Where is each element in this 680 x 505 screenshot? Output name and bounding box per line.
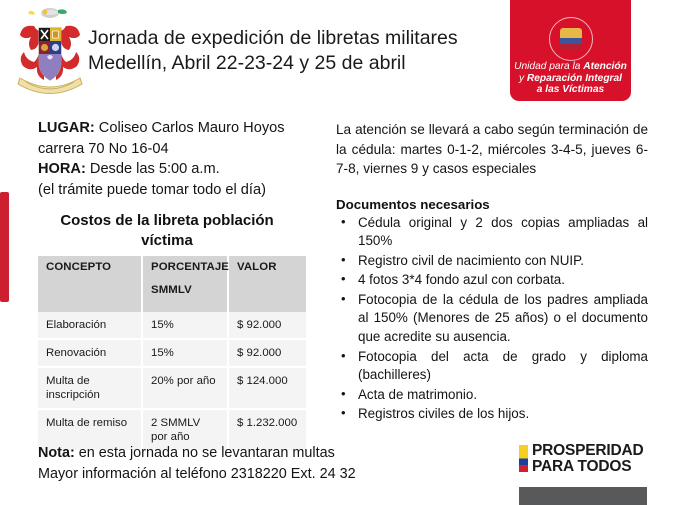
colombia-coat-of-arms-icon — [14, 4, 86, 104]
hora-note: (el trámite puede tomar todo el día) — [38, 181, 266, 198]
costs-table — [38, 256, 306, 450]
title-line-1: Jornada de expedición de libretas militares — [88, 27, 458, 49]
hora-label: HORA: — [38, 161, 86, 177]
documents-heading: Documentos necesarios — [336, 196, 490, 212]
page-header — [0, 0, 680, 108]
prosperidad-logo-text — [532, 443, 643, 475]
cell-valor: $ 92.000 — [228, 339, 306, 367]
table-header-porcentaje — [142, 256, 228, 312]
address-line: carrera 70 No 16-04 — [38, 140, 169, 157]
hora-line — [38, 159, 323, 180]
uariv-line2-bold: Reparación Integral — [526, 72, 623, 84]
attention-paragraph: La atención se llevará a cabo según terminación de la cédula: martes 0-1-2, miércoles 3-4-5, jueves 6-7-8, viernes 9 y casos especiales — [336, 122, 648, 176]
list-item: • Registro civil de nacimiento con NUIP. — [336, 252, 648, 271]
table-row — [38, 312, 306, 339]
cell-concepto: Multa de inscripción — [38, 367, 142, 409]
footer-grey-bar — [519, 487, 647, 505]
list-item: • 4 fotos 3*4 fondo azul con corbata. — [336, 271, 648, 290]
uariv-line3-bold: a las Víctimas — [536, 84, 605, 96]
cell-valor: $ 124.000 — [228, 367, 306, 409]
cell-concepto: Multa de remiso — [38, 409, 142, 450]
list-item: • Acta de matrimonio. — [336, 386, 648, 405]
table-header-valor: VALOR — [228, 256, 306, 312]
colombia-flag-bar-icon — [519, 445, 528, 472]
list-item: • Cédula original y 2 dos copias ampliadas al 150% — [336, 214, 648, 251]
list-item: • Registros civiles de los hijos. — [336, 405, 648, 424]
left-column — [38, 118, 323, 450]
cell-valor: $ 92.000 — [228, 312, 306, 339]
footer-note — [38, 443, 468, 485]
documents-list — [336, 214, 648, 425]
porcentaje-text: PORCENTAJE — [151, 261, 230, 273]
table-header-concepto: CONCEPTO — [38, 256, 142, 312]
colombia-republic-seal-icon — [549, 17, 593, 61]
uariv-line1-plain: Unidad para la — [514, 61, 584, 72]
note-value: en esta jornada no se levantaran multas — [74, 445, 335, 461]
cell-porcentaje: 15% — [142, 312, 228, 339]
hora-value: Desde las 5:00 a.m. — [85, 161, 220, 177]
porcentaje-sub-smmlv: SMMLV — [151, 284, 192, 296]
cell-concepto: Renovación — [38, 339, 142, 367]
costs-heading-line-1: Costos de la libreta población — [60, 212, 274, 229]
costs-heading — [38, 211, 296, 250]
cell-porcentaje: 2 SMMLV por año — [142, 409, 228, 450]
table-header-row — [38, 256, 306, 312]
page-title — [88, 26, 498, 76]
uariv-line1-bold: Atención — [583, 61, 627, 72]
table-row — [38, 367, 306, 409]
title-line-2: Medellín, Abril 22-23-24 y 25 de abril — [88, 52, 406, 74]
cell-valor: $ 1.232.000 — [228, 409, 306, 450]
seal-shield — [560, 28, 582, 50]
red-accent-bar — [0, 192, 9, 302]
note-label: Nota: — [38, 445, 75, 461]
right-column — [336, 120, 648, 425]
table-row — [38, 339, 306, 367]
lugar-line — [38, 118, 323, 139]
prosperidad-para-todos-logo — [519, 443, 664, 475]
uariv-logo-text — [514, 61, 627, 96]
list-item: • Fotocopia de la cédula de los padres ampliada al 150% (Menores de 25 años) o el documento que acredite su ausencia. — [336, 291, 648, 347]
cell-porcentaje: 20% por año — [142, 367, 228, 409]
contact-line: Mayor información al teléfono 2318220 Ext. 24 32 — [38, 466, 356, 482]
list-item: • Fotocopia del acta de grado y diploma (bachilleres) — [336, 348, 648, 385]
note-line — [38, 443, 468, 464]
costs-heading-line-2: víctima — [141, 231, 193, 249]
uariv-line2-plain: y — [518, 72, 527, 84]
lugar-value: Coliseo Carlos Mauro Hoyos — [94, 120, 285, 136]
cell-concepto: Elaboración — [38, 312, 142, 339]
uariv-logo — [510, 0, 631, 101]
prosperidad-line-1: PROSPERIDAD — [532, 442, 644, 459]
lugar-label: LUGAR: — [38, 120, 95, 136]
cell-porcentaje: 15% — [142, 339, 228, 367]
prosperidad-line-2: PARA TODOS — [532, 458, 632, 475]
